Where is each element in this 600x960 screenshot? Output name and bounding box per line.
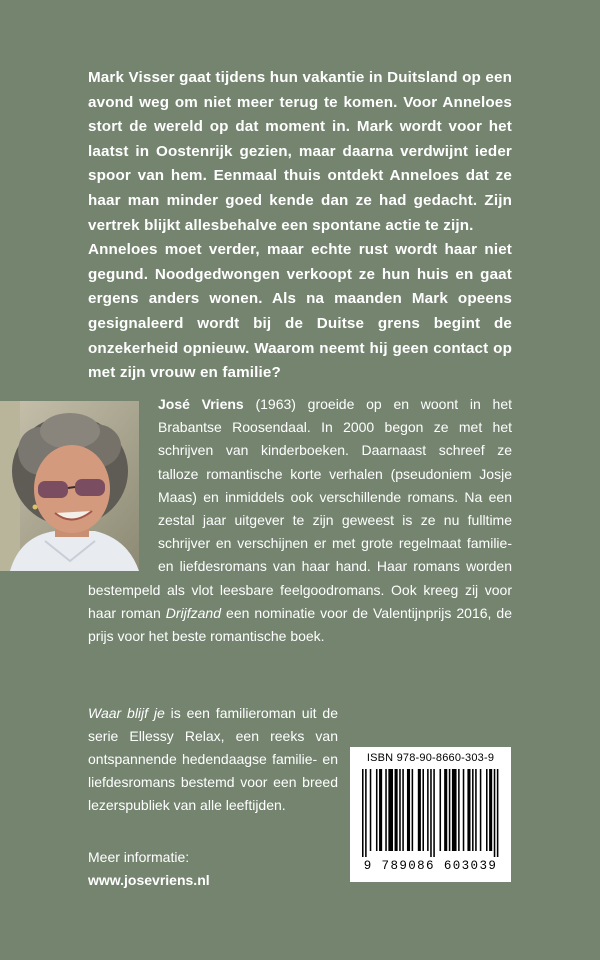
- barcode-bar: [433, 769, 435, 857]
- author-name: José Vriens: [158, 396, 244, 412]
- barcode-bar: [430, 769, 432, 857]
- book-title-drijfzand: Drijfzand: [165, 604, 222, 621]
- barcode-bar: [489, 769, 492, 851]
- barcode-bar: [407, 769, 410, 851]
- barcode-bar: [402, 769, 404, 851]
- barcode-bar: [494, 769, 496, 857]
- barcode-bar: [467, 769, 470, 851]
- isbn-label: ISBN 978-90-8660-303-9: [366, 752, 495, 764]
- photo-spacer: [88, 393, 158, 577]
- website-link[interactable]: www.josevriens.nl: [88, 872, 210, 888]
- isbn-barcode: [350, 747, 511, 882]
- barcode-bar: [399, 769, 401, 851]
- book-title: Waar blijf je: [88, 705, 165, 721]
- author-bio: [88, 393, 512, 648]
- back-cover-blurb: [88, 66, 512, 386]
- barcode-bar: [376, 769, 378, 851]
- barcode-bar: [475, 769, 477, 851]
- barcode-bar: [370, 769, 372, 851]
- barcode-bar: [365, 769, 367, 857]
- barcode-bar: [388, 769, 393, 851]
- barcode-bar: [452, 769, 457, 851]
- barcode-bar: [395, 769, 398, 851]
- barcode-bar: [480, 769, 482, 851]
- barcode-bar: [444, 769, 447, 851]
- barcode-bar: [463, 769, 465, 851]
- barcode-bar: [497, 769, 499, 857]
- more-info-label: Meer informatie:: [88, 849, 190, 865]
- author-bio-text-1: (1963) groeide op en woont in het Brabantse Roosendaal. In 2000 begon ze met het schrijven van kinderboeken. Daarnaast schreef ze talloze romantische korte verhalen (pseudoniem Josje Maas) en inmiddels ook verschillende romans. Na een zestal jaar uitgever te zijn geweest is ze nu fulltime schrijver en verschijnen er met grote regelmaat familie- en liefdesromans van haar hand. Haar romans worden bestempeld als vlot leesbare feelgoodromans. Ook kreeg zij voor haar roman: [88, 396, 513, 621]
- barcode-bar: [472, 769, 474, 851]
- blurb-paragraph-1: Mark Visser gaat tijdens hun vakantie in Duitsland op een avond weg om niet meer terug te komen. Voor Anneloes stort de wereld op dat moment in. Mark wordt voor het laatst in Oostenrijk gezien, maar daarna verdwijnt ieder spoor van hem. Eenmaal thuis ontdekt Anneloes dat ze haar man minder goed kende dan ze had gedacht. Zijn vertrek blijkt allesbehalve een spontane actie te zijn.: [88, 69, 512, 234]
- barcode-bar: [385, 769, 387, 851]
- barcode-icon: [362, 769, 499, 857]
- barcode-bar: [362, 769, 364, 857]
- blurb-paragraph-2: Anneloes moet verder, maar echte rust wordt haar niet gegund. Noodgedwongen verkoopt ze hun huis en gaat ergens anders wonen. Als na maanden Mark opeens gesignaleerd wordt bij de Duitse grens begint de onzekerheid opnieuw. Waarom neemt hij geen contact op met zijn vrouw en familie?: [88, 241, 512, 382]
- barcode-digits: 9 789086 603039: [363, 859, 498, 873]
- barcode-bar: [379, 769, 382, 851]
- more-info: [88, 846, 210, 892]
- barcode-bar: [412, 769, 414, 851]
- author-bio-text-2: een nominatie voor de Valentijnprijs 2016, de prijs voor het beste romantische boek.: [88, 604, 512, 645]
- barcode-bar: [458, 769, 460, 851]
- barcode-bar: [418, 769, 421, 851]
- series-text: is een familieroman uit de serie Ellessy Relax, een reeks van ontspannende hedendaagse familie- en liefdesromans bestemd voor een breed lezerspubliek van alle leeftijden.: [88, 705, 338, 813]
- barcode-bar: [440, 769, 442, 851]
- barcode-bar: [422, 769, 424, 851]
- barcode-bar: [427, 769, 429, 851]
- barcode-bar: [449, 769, 451, 851]
- barcode-bar: [486, 769, 488, 851]
